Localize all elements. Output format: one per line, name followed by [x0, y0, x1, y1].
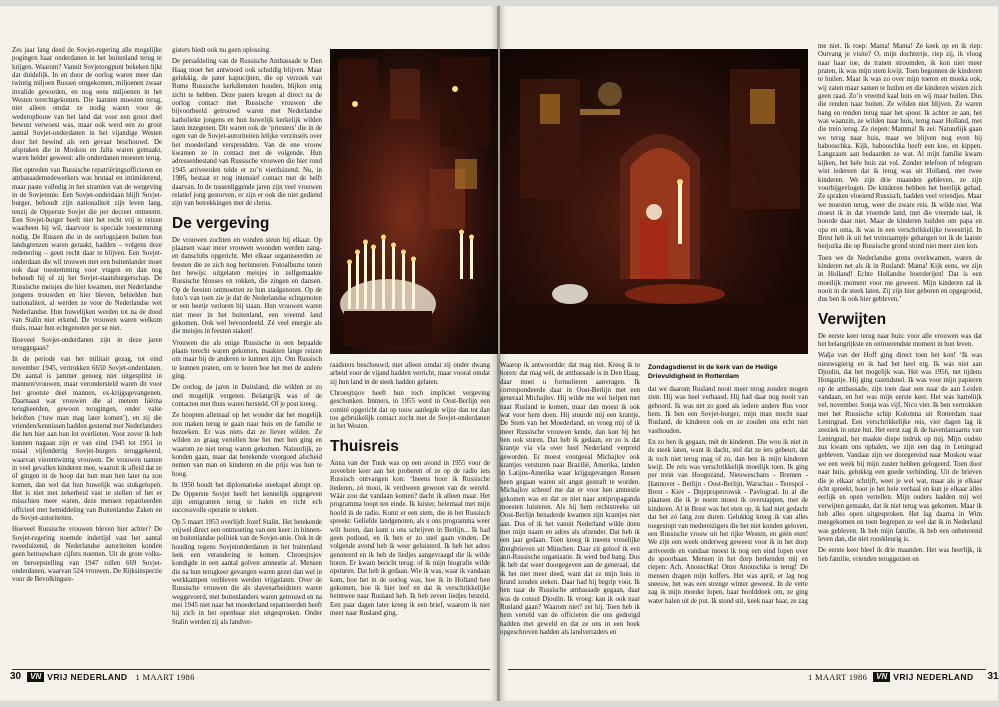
- left-column-2: [172, 47, 322, 661]
- issue-date: 1 MAART 1986: [135, 672, 195, 682]
- paragraph: Hoeveel Sovjet-onderdanen zijn in deze jaren teruggegaan?: [12, 336, 162, 353]
- right-footer: [808, 671, 1000, 683]
- paragraph: Toen we de Nederlandse grens overkwamen, waren de kinderen net als ik in Rusland: Mama! Kijk eens, we zijn in Holland! Echte Hollandse boerderijen! Dat is een moeilijk moment voor me geweest. Mijn kinderen zal ik nooit in de steek laten. Zij zijn hier geboren en opgegroeid, dus ben ik ook hier gebleven.’: [818, 254, 982, 304]
- left-footer-rule: [12, 669, 490, 670]
- paragraph: De vrouwen zochten en vonden steun bij elkaar. Op plaatsen waar meer vrouwen woonden werden zang- en dansclubs opgericht. Met elkaar organiseerden ze feesten die ze zich nog herinneren. Fotoalbums tonen het bewijs: uitgelaten meisjes in zelfgemaakte Russische blouses en rokken, die zingen en dansen. Op de feesten ontmoetten ze hun stadgenoten. Op de foto’s van toen zie je dat de Nederlandse echtgenoten er een beetje verloren bij staan. Hun vrouwen waren niet meer in het buitenland, een vreemd land gekomen. Ook wel bevoordeeld. Zé veel energie als die meisjes in feesten staken!: [172, 236, 322, 336]
- column-2-vergeving: [172, 237, 322, 627]
- photo-caption: Zondagsdienst in de kerk van de Heilige Drievuldigheid in Rotterdam: [648, 364, 778, 380]
- paragraph: Het optreden van Russische repatriëringsofficieren en ambassademedewerkers was brutaal en intimiderend, maar paste volledig in het stramien van de wetgeving in de Sovjetunie. Een Sovjet-onderdaan blijft Sovjet-burger, behoudt zijn nationaliteit zijn leven lang, tenzij de Opperste Sovjet die per decreet ontneemt. Een Sovjet-burger heeft niet het recht vrij te reizen waarheen hij wil, daarvoor is speciale toestemming nodig. De Russen die in de oorlogsjaren buiten hun landsgrenzen waren geraakt, hadden – volgens deze redenering – geen recht daar te blijven. Een Sovjet-onderdaan die wil trouwen met een buitenlander moet ook daar toestemming voor vragen en dan nog behoudt hij of zij het Sovjet-staatsburgerschap. De Russische meisjes die hier kwamen, met Nederlandse jongens trouwden en hier bleven, behielden hun nationaliteit, al werden ze voor de Nederlandse wet Nederlandse. Hun huwelijken werden tot na de dood van Stalin niet erkend. De vrouwen waren welkom thuis, maar hun echtgenoten per se niet.: [12, 166, 162, 333]
- page-number-left: 30: [10, 671, 22, 682]
- left-column-3: [330, 362, 490, 662]
- magazine-logo-right: VN: [873, 672, 890, 682]
- paragraph: me niet. Ik roep: Mama! Mama! Ze keek op en ik riep: Outvang je visite? O, mijn dochtertje, riep zij, ik vloog naar haar toe, de tranen stroomden, ik kon niet meer praten, ik was mijn stem kwijt. Toen begonnen de kinderen te huilen. Maar ik was zo over mijn toeren en moeka ook, wij zaten maar samen te huilen en die kinderen wisten zich geen raad. Zo’n vreemd kaal huis en wij maar huilen. Dus die renden naar buiten. Ze wilden niet blijven. Ze waren bang en renden terug naar het spoor. Ik achter ze aan, het was waanzin, ze wilden naar huis, terug naar Holland, met die trein terug. Ze riepen: Mamma! Ik zei: Natuurlijk gaan we terug naar huis, maar we blijven nog even bij babooschka. Kijk, babooschka heeft een koe, en kippen. Langzaam aan bedaarden ze wat. Al mijn familie kwam kijken, het hele huis zat vol. Zonder telefoon of telegram wist iedereen dat ik terug was uit Holland, met twee kinderen. We zijn drie maanden gebleven, ze zijn voorbijgevlogen. De kinderen hebben het heerlijk gehad. Ze spraken vloeiend Russisch, hadden veel vriendjes. Maar we moesten terug, weer die zware reis. Ik wilde niet. Wat moest ik in dat vreemde land, met die vreemde taal, ik hoorde daar niet. Maar de kinderen huilden om papa en opa en oma, ik was in een verschrikkelijke tweestrijd. In Brest heb ik uit het treinraampje gehangen tot ik de laatste berjozka die op Russische grond stond niet meer zien kon.: [818, 43, 982, 251]
- magazine-name: VRIJ NEDERLAND: [47, 672, 128, 682]
- column-2-verwijten: [818, 333, 982, 564]
- column-2-intro: [172, 47, 322, 209]
- paragraph: En zo ben ik gegaan, mèt de kinderen. Die wou ik niet in de steek laten, want ik dacht, stel dat ze iets gebeurt, dat ik toch niet terug mag of zo, dan ben ik mijn kinderen kwijt. De reis was verschrikkelijk moeilijk toen. Ik ging per trein van Hoogezand, Nieuweschans - Bremen - Hannover - Berlijn - Oost-Berlijn, Warschau - Terespol - Brest - Kiev - Dnjepropetrowsk - Pavlograd. In al die plaatsen die ik je noem moest ik overstappen, met de kinderen. Al in Brest was het eten op, ik had niet gedacht dat het zó lang zou duren. Gelukkig kreeg ik van alles toegestopt van medereizigers die het niet konden geloven, een Russische vrouw uit het rijke Westen, en géén eten! We zijn een week onderweg geweest voor ik in het dorp arriveerde en vandaar moest ik nog een eind lopen over de spoorbaan. Mensen in het dorp herkenden mij en riepen: Ach, Anouschka! Onze Anouschka is terug! De mensen dragen mijn koffers. Het was april, er lag nog sneeuw, het was een strenge winter geweest. In de verte zag ik mijn moeder lopen, haar hoofddoek om, ze ging water halen uit de put. Ik stond stil, keek naar haar, ze zag: [648, 439, 808, 605]
- right-column-1: [648, 386, 808, 662]
- magazine-logo: VN: [27, 672, 44, 682]
- paragraph: gisters biedt ook nu geen oplossing.: [172, 47, 271, 54]
- paragraph: Walja van der Hoff ging direct toen het kon! ‘Ik was nieuwsgierig en ik had het heel erg. Ik was niet aan Djoulin, dat het mogelijk was. Het was 1956, net tijdens Hongarije. Hij ging razendsnel. Ik was voor mijn papieren op de ambassade, zijn toen daar een naar de aan Leiden vandaan, en het was mijn eerste keer. Het was harteliijk vel, november. Sonja was vijf, Nico vier. Ik ben vertrokken met het Russische schip Kolomna uit Rotterdam naar Leningrad. Een verschrikkelijke reis, vier dagen lag ik zeeziek in onze hut. Het eerst zag ik de havenlantaarns van Leningrad, het maakte diepe indruk op mij. Mijn oudste zus kwam ons ophalen, we zijn een dag in Leningrad gebleven. Vandaar zijn we doorgereisd naar Moskou waar we een week bij mijn zuster hebben gelogeerd. Toen door naar huis, gelukkig een goede verbinding. Uit de brieven die je elkaar schrijft, weet je wel wat, maar als je elkaar écht spreekt, hoor je het hele verhaal en kun je elkaar alles eerlijk en open vertellen. Mijn ouders hadden mij wel verwijten gemaakt, dat ik niet terug was gekomen. Maar ik heb alles open uitgesproken. Het lag daarna in Wim meegekomen en toen begrepen ze wel dat ik in Nederland was gebleven. Ik heb mijn familie, ik heb een onbetreend leven dan, die niet rooskleurig is.: [818, 352, 982, 543]
- paragraph: Chroesjtsjov heeft hun toch impliciet vergeving geschonken. Immers, in 1955 werd in Oost-Berlijn een comité opgericht dat op touw aanlegde wijze dan tot dan toe gebruikelijk contact zocht met de Sovjet-onderdanen in het Westen.: [330, 390, 490, 431]
- left-footer: [4, 671, 201, 683]
- church-interior-illustration-left: [330, 49, 498, 354]
- church-interior-illustration-right: [500, 49, 808, 354]
- paragraph: De eerste keer bleef ik drie maanden. Het was heerlijk, ik heb familie, vrienden teruggezien en: [818, 547, 982, 563]
- paragraph: raadsters beschouwd, niet alleen omdat zij onder dwang arbeid voor de vijand hadden verricht, maar vooral omdat zij hun land in de steek hadden gelaten.: [330, 362, 490, 386]
- paragraph: Anna van der Tuuk was op een avond in 1955 voor de zoveelste keer aan het proberen of ze op de radio iets Russisch ontvangen kon: ‘Ineens hoor ik Russische liederen, zó mooi, ik verdween gewoon van de wereld. Wáár zou dat vandaan komen? dacht ik alleen maar. Het programma loopt ten einde. Ik luister, helemaal met mijn hoofd in de radio. Komt er een stem, die in het Russisch spreekt: Geliefde landgenoten, als u ons programma weer wilt horen, dan kunt u ons schrijven in Berlijn... Ik had geen potlood, en ik ben er zo snel gaan vinden. De volgende avond heb ik weer geluisterd. Ik heb het adres genoteerd en ik heb de liedjes aangevraagd die ik wilde horen. Er kwam bericht terug: of ik mijn biografie wilde opsturen. Dat heb ik gedaan. Wie ik was, waar ik vandaan kom, hoe het in de oorlog was, hoe ik in Holland ben gekomen, hoe ik hier leef en dat ik verschrikkelijke heimwee naar Rusland heb. Ik heb zeven liedjes besteld. Een paar dagen later kreeg ik een brief, waarom ik niet meer naar Rusland ging.: [330, 459, 490, 617]
- paragraph: De persafdeling van de Russische Ambassade te Den Haag moet het antwoord ook schuldig blijven. Maar gelukkig, de pater kapucijnen, die op verzoek van Rome Russische kerkdiensten houden, blijken enig zicht te hebben. Deze paters kregen al direct na de oorlog contact met Russische vrouwen die bijvoorbeeld getrouwd waren met Nederlandse katholieke jongens en hun huwelijk kerkelijk wilden laten inzegenen. Dit waren ook de ‘priesters’ die in de ogen van de Sovjet-autoriteiten lelijke verzinsels over het moederland verspreidden. Van de ene vrouw kwamen ze in contact met de volgende. Hun adressenbestand van Russische vrouwen die hier rond 1945 arriveerden telde er zo’n vierduizend. Nu, in 1986, bestaat er nog intensief contact met de helft daarvan. In de tussenliggende jaren zijn veel vrouwen relatief jong gestorven, er zijn er ook die niet gediend zijn van betrekkingen met de clerus.: [172, 58, 322, 208]
- column-2-main: [818, 43, 982, 305]
- paragraph: dat we daarom Rusland nooit meer terug zouden mogen zien. Hij was heel verbaasd. Hij had daar nog nooit van gehoord. Ik was net zo goed als iedere andere Rus voor hem. Ik ben een Sovjet-burger, mijn man mocht naar Rusland, de kinderen ook en ze zouden ons echt niet vasthouden.: [648, 386, 808, 435]
- paragraph: In 1950 houdt het diplomatieke steekspel abrupt op. De Opperste Sovjet heeft het kennelijk opgegeven zijn emigranten terug te halen en richt ech successvolle operatie te steken.: [172, 482, 322, 515]
- magazine-name-right: VRIJ NEDERLAND: [893, 672, 974, 682]
- page-number-right: 31: [987, 671, 999, 682]
- issue-date-right: 1 MAART 1986: [808, 672, 868, 682]
- column-3-thuisreis: [330, 460, 490, 619]
- right-column-2: [818, 43, 982, 661]
- paragraph: Op 5 maart 1953 overlijdt Jozef Stalin. Het betekende vrijwel direct een ontmoeting van een keer: in binnen-en buitenlandse politiek van de Sovjet-unie. Ook in de houding tegens Sovjetonderdanen in het buitenland leek een verandering te komen. Chroesjtsjov kondigde in een aantal golven amnestie af. Mensen die na hun terugkeer gevangen waren gezet dan wel in werkkampen verbleven werden vrijgelaten. Over de Russische vrouwen die als slavenarbeidsters waren weggevoerd, met buitenlanders waren getrouwd en na mei 1945 niet naar het moederland repatrieerden heeft hij zich in het openbaar niet uitgesproken. Onder Stalin werden zij als landver-: [172, 518, 322, 626]
- right-footer-rule: [508, 669, 986, 670]
- paragraph: Vrouwen die als enige Russische in een bepaalde plaats terecht waren gekomen, maakten lange reizen om maar bij de anderen te kunnen zijn. Om Russisch te kunnen praten, om te horen hoe het met de andere ging.: [172, 339, 322, 381]
- column-3-intro: [330, 362, 490, 432]
- paragraph: Hoeveel Russische vrouwen bleven hier achter? De Sovjet-regering noemde indertijd vast het aantal tweeduizend, de Nederlandse autoriteiten konden geen betrouwbare cijfers noemen. Uit de grote volks- en beroepstelling van 1947 rollen 669 Sovjet-onderdanen, waarvan 524 vrouwen. De Rijksinspectie voor de Bevolkingsre-: [12, 526, 162, 584]
- left-column-1: [12, 47, 162, 661]
- paragraph: Zes jaar lang deed de Sovjet-regering alle mogelijke pogingen haar onderdanen in het buitenland terug te krijgen. Waarom? Vanuit Sovjetoogpunt bekeken lijkt dat duidelijk. In en door de oorlog waren meer dan twintig miljoen Russen omgekomen, miljoenen zwaar invalide geworden, en nog eens miljoenen in het Westen terechtgekomen. Die laatsten moesten terug, niet alleen omdat ze nodig waren voor de wederopbouw van het land dat voor een groot deel bewust verwoest was, maar ook werd een zo groot aantal Sovjet-onderdanen in het vijandige Westen door het bewind als een gevaar beschouwd. De afspraken die in Moskou en Jalta waren gemaakt, waren helder geweest: alle onderdanen moesten terug.: [12, 47, 162, 163]
- church-photo-right: [500, 49, 808, 354]
- left-column-4: [500, 362, 640, 662]
- heading-de-vergeving: De vergeving: [172, 214, 270, 232]
- paragraph: In de periode van het militair gezag, tot eind november 1945, vertrokken 6650 Sovjet-onderdanen. Dit aantal is jammer genoeg niet uitgesplitst in mannen/vrouwen, maar verondersteld waren dit voor het grootste deel mannen, ex-krijgsgevangenen. Daarnaast wat vrouwen die al meteen hiërna terugkeerden, gewoon terugingen, onder valse beloften (‘tuw man mag later komen’), en zij die vrienden/kennissen hadden gestemd met Nederlanders die hen hier aan hun lot overlieten. Voor zover ik heb kunnen nagaan zijn er van eind 1945 tot 1951 in totaal vijfendertig Sovjet-burgers teruggekeerd, waarvan vierentwintig vrouwen. De vrouwen namen in veel gevallen kinderen mee, waaruit ik afleid dat ze óf gingen in de hoop dat hun man hen later na zou komen, dan wel dat hun huwelijk was stukgelopen. Het is niet met zekerheid vast te stellen of het er misschien meer waren, deze mensen repatrieerden officieel met bemiddeling van Buitenlandse Zaken en de Sovjet-autoriteiten.: [12, 356, 162, 522]
- heading-verwijten: Verwijten: [818, 310, 887, 328]
- paragraph: De oorlog, de jaren in Duitsland, die wilden ze zo snel mogelijk vergeten. Belangrijk was of de contacten met thuis waren hersteld. Of je post kreeg.: [172, 384, 322, 409]
- heading-thuisreis: Thuisreis: [330, 437, 399, 455]
- paragraph: De eerste keer terug naar huis: voor alle vrouwen was dat het belangrijkste en ontroerendste moment in hun leven.: [818, 332, 982, 348]
- paragraph: Waarop ik antwoordde: dat mag niet. Kreeg ik te horen: dat mag wél, de ambassade is in Den Haag, daar moet u formulieren aanvragen. Ik correspondeerde daar in Oost-Berlijn met een generaal Michajlov. Hij wilde me wel helpen met naar Rusland te komen, maar dan moest ik ook wat voor hem doen. Hij stuurde mij een krantje, De Stem van het Moederland, en vroeg mij of ik meer Russische vrouwen kende, dan kon hij het hen ook sturen. Dat heb ik gedaan, en zo is dat krantje via vía over heel Nederland verpreid geworden. Er moest voorgeeal Michajlov ook krantjes versturen naar Brazilië, Amerika, landen in Latijns-Amerika waar krijgsgevangen Russen heen gegaan waren uit angst gestraft te worden. Michajlov schreef me dat er voor hen amnestie gekomen was en dat ze niet naar antipropaganda moesten luisteren. Als hij hem rechtstreeks uit Oost-Berlijn benaderde kwamen zijn krantjes niet aan. Dus of ik het vanuit Nederland wilde doen met mijn naam en adres als afzender. Dat heb ik een jaar gedaan. Toen kreeg ik ineens vreselijke dreigbrieven uit München. Daar zit geloof ik een anti-Russische organisatie. Ik werd bod bang. Dus ik heb dat weer doorgegeven aan de generaal, dat ik het niet meer deed, want dat ze mijn huis in brand zouden steken. Daar had hij begrip voor. Ik ben naar de Russische ambassade gegaan, daar was de consul Djoulin. Ik vroeg: kan ik ook naar Rusland gaan? Waarom niet? zei hij. Toen heb ik hem verteld van de officieren die ons gedreigd hadden met geweld en dat ze ons in een boek opgeschreven hadden als landverraders en: [500, 362, 640, 636]
- church-photo: [330, 49, 498, 354]
- paragraph: Ze hoopten allemaal op het wonder dat het mogelijk zou maken terug te gaan naar huis en de familie te bezoeken. Er was niets dat ze liever wilden. Ze wilden zo graag vertellen hoe het met hen ging en waarom ze niet terug waren gekomen. Natuurlijk, ze konden gaan, maar dat betekende voorgoed afscheid nemen van man en kinderen en die prijs was hun te hoog.: [172, 412, 322, 478]
